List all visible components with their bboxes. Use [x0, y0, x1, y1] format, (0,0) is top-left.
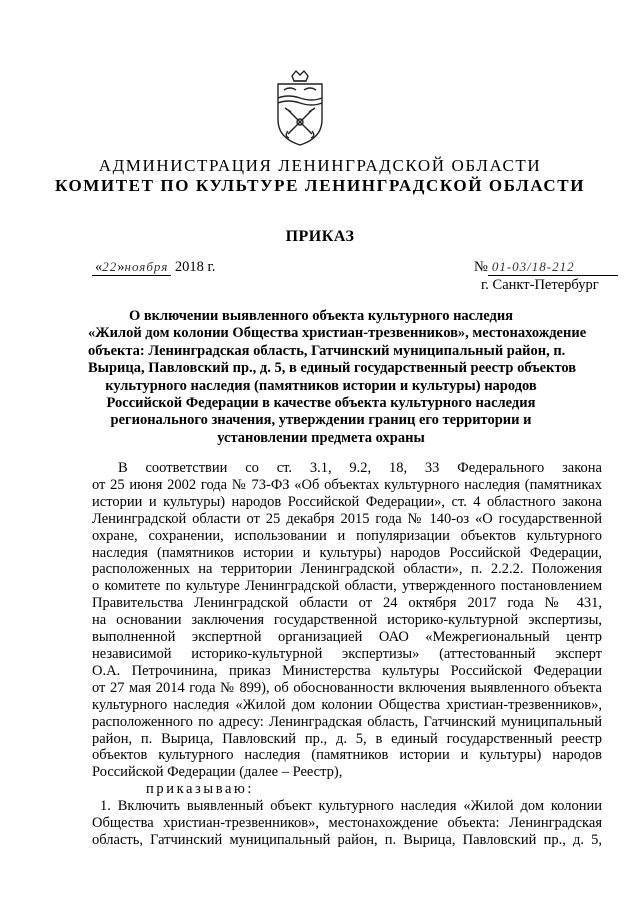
body-line: наследия (памятников истории и культуры) народов Российской Федерации,	[92, 544, 602, 561]
date-month-handwritten: ноября	[124, 259, 169, 274]
title-line: Российской Федерации в качестве объекта культурного наследия	[106, 395, 536, 412]
committee-name: КОМИТЕТ ПО КУЛЬТУРЕ ЛЕНИНГРАДСКОЙ ОБЛАСТИ	[54, 176, 586, 195]
organization-name: АДМИНИСТРАЦИЯ ЛЕНИНГРАДСКОЙ ОБЛАСТИ	[98, 156, 542, 175]
document-body	[92, 460, 602, 849]
order-date: «22»ноября 2018 г.	[92, 259, 215, 276]
body-line: расположенных на территории Ленинградской области», п. 2.2.2. Положения	[92, 561, 602, 578]
body-line: на основании заключения государственной историко-культурной экспертизы,	[92, 612, 602, 629]
document-type: ПРИКАЗ	[285, 228, 355, 245]
city: г. Санкт-Петербург	[481, 277, 599, 293]
title-line: установлении предмета охраны	[217, 429, 425, 446]
coat-of-arms-emblem	[270, 68, 330, 148]
item-line: Общества христиан-трезвенников», местонахождение объекта: Ленинградская	[92, 815, 602, 832]
body-line: охране, сохранении, использовании и популяризации объектов культурного	[92, 527, 602, 544]
body-line: район, п. Вырица, Павловский пр., д. 5, в единый государственный реестр	[92, 730, 602, 747]
title-line: Вырица, Павловский пр., д. 5, в единый государственный реестр объектов	[88, 360, 577, 377]
body-line: Российской Федерации (далее – Реестр),	[92, 764, 343, 781]
date-day-handwritten: 22	[102, 259, 118, 274]
body-line: Правительства Ленинградской области от 24 октября 2017 года № 431,	[92, 595, 602, 612]
title-line: регионального значения, утверждении границ его территории и	[110, 412, 532, 429]
body-line: выполненной экспертной организацией ОАО «Межрегиональный центр	[92, 629, 602, 646]
body-line: истории и культуры) народов Российской Федерации», ст. 4 областного закона	[92, 493, 602, 510]
body-line: Ленинградской области от 25 декабря 2015 года № 140-оз «О государственной	[92, 510, 602, 527]
body-line: независимой историко-культурной экспертизы» (аттестованный эксперт	[92, 645, 602, 662]
title-line: культурного наследия (памятников истории и культуры) народов	[105, 377, 537, 394]
order-word: приказываю:	[146, 781, 255, 798]
body-line: от 27 мая 2014 года № 899), об обоснованности включения выявленного объекта	[92, 679, 602, 696]
body-line: культурного наследия «Жилой дом колонии Общества христиан-трезвенников»,	[92, 696, 602, 713]
title-line: объекта: Ленинградская область, Гатчинский муниципальный район, п.	[88, 342, 566, 359]
title-line: «Жилой дом колонии Общества христиан-трезвенников», местонахождение	[88, 325, 587, 342]
document-title	[88, 308, 587, 447]
title-line: О включении выявленного объекта культурного наследия	[128, 308, 514, 324]
body-line: О.А. Петрочинина, приказ Министерства культуры Российской Федерации	[92, 662, 602, 679]
body-line: о комитете по культуре Ленинградской области, утвержденного постановлением	[92, 578, 602, 595]
number-handwritten: 01-03/18-212	[491, 259, 575, 274]
body-line: объектов культурного наследия (памятников истории и культуры) народов	[92, 747, 602, 764]
body-line: от 25 июня 2002 года № 73-ФЗ «Об объектах культурного наследия (памятниках	[92, 476, 602, 493]
body-line: В соответствии со ст. 3.1, 9.2, 18, 33 Федерального закона	[118, 460, 602, 476]
item-line: область, Гатчинский муниципальный район, п. Вырица, Павловский пр., д. 5,	[92, 831, 602, 848]
body-line: расположенного по адресу: Ленинградская область, Гатчинский муниципальный	[92, 713, 602, 730]
order-number: № 01-03/18-212	[474, 259, 618, 276]
item-line: 1. Включить выявленный объект культурного наследия «Жилой дом колонии	[100, 798, 602, 815]
